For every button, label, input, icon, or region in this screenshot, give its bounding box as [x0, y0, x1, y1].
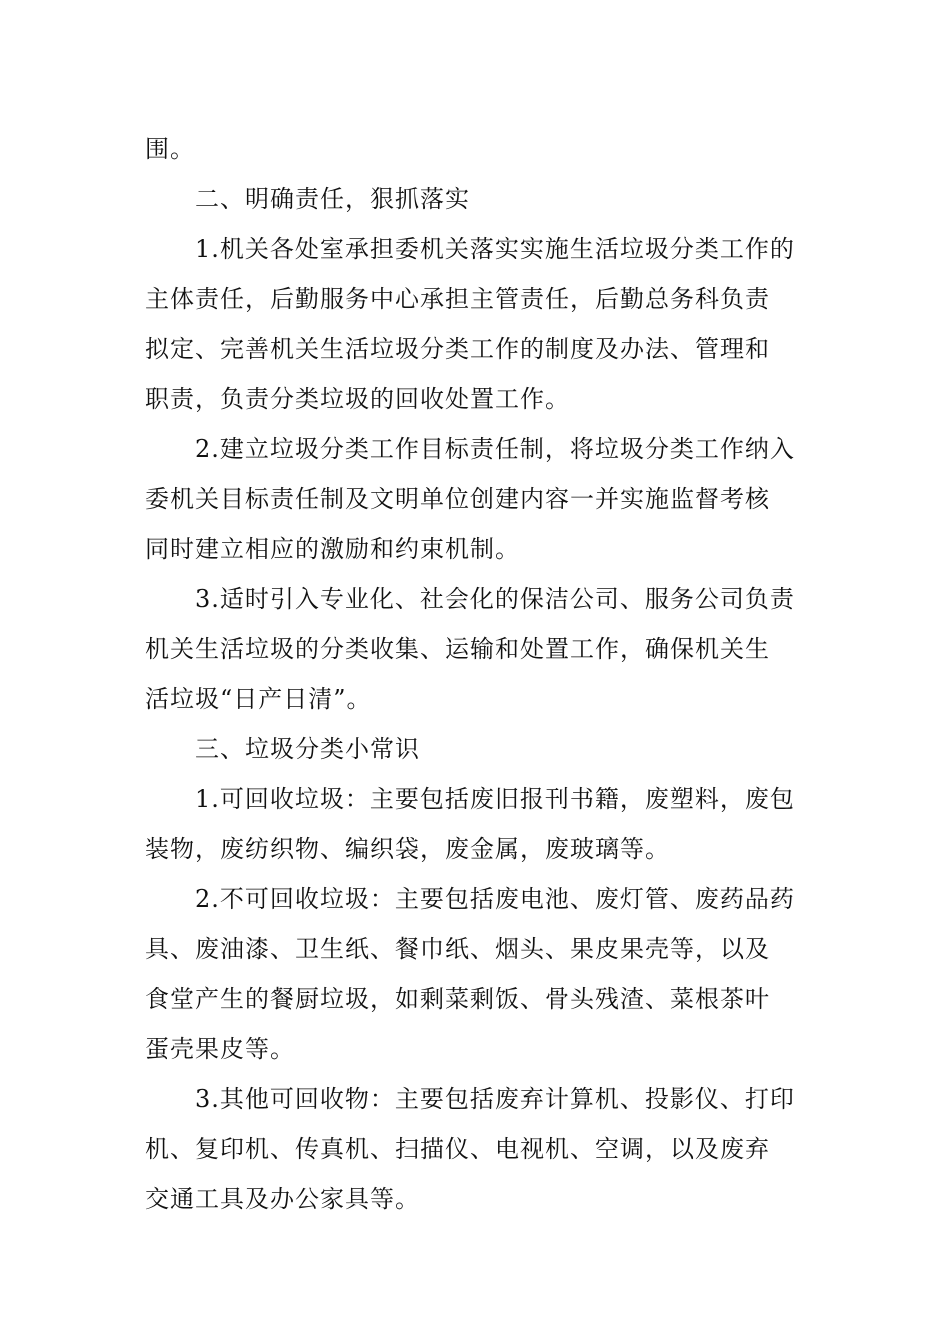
paragraph-2-3-line-2: 机关生活垃圾的分类收集、运输和处置工作，确保机关生 — [145, 635, 770, 663]
paragraph-2-2-line-1: 2.建立垃圾分类工作目标责任制，将垃圾分类工作纳入 — [195, 435, 795, 463]
paragraph-3-2-line-1: 2.不可回收垃圾：主要包括废电池、废灯管、废药品药 — [195, 885, 795, 913]
section-heading-2: 二、明确责任，狠抓落实 — [195, 185, 470, 213]
paragraph-2-1-line-2: 主体责任，后勤服务中心承担主管责任，后勤总务科负责 — [145, 285, 770, 313]
paragraph-3-3-line-3: 交通工具及办公家具等。 — [145, 1185, 420, 1213]
paragraph-2-1-line-4: 职责，负责分类垃圾的回收处置工作。 — [145, 385, 570, 413]
paragraph-2-3-line-1: 3.适时引入专业化、社会化的保洁公司、服务公司负责 — [195, 585, 795, 613]
paragraph-2-2-line-3: 同时建立相应的激励和约束机制。 — [145, 535, 520, 563]
document-body — [145, 124, 807, 1224]
paragraph-2-2-line-2: 委机关目标责任制及文明单位创建内容一并实施监督考核 — [145, 485, 770, 513]
paragraph-2-1-line-3: 拟定、完善机关生活垃圾分类工作的制度及办法、管理和 — [145, 335, 770, 363]
paragraph-3-1-line-1: 1.可回收垃圾：主要包括废旧报刊书籍，废塑料，废包 — [195, 785, 795, 813]
paragraph-3-2-line-3: 食堂产生的餐厨垃圾，如剩菜剩饭、骨头残渣、菜根茶叶 — [145, 985, 770, 1013]
paragraph-3-2-line-4: 蛋壳果皮等。 — [145, 1035, 295, 1063]
paragraph-3-3-line-2: 机、复印机、传真机、扫描仪、电视机、空调，以及废弃 — [145, 1135, 770, 1163]
paragraph-3-1-line-2: 装物，废纺织物、编织袋，废金属，废玻璃等。 — [145, 835, 670, 863]
text-line: 围。 — [145, 135, 195, 163]
paragraph-3-3-line-1: 3.其他可回收物：主要包括废弃计算机、投影仪、打印 — [195, 1085, 795, 1113]
section-heading-3: 三、垃圾分类小常识 — [195, 735, 420, 763]
paragraph-3-2-line-2: 具、废油漆、卫生纸、餐巾纸、烟头、果皮果壳等，以及 — [145, 935, 770, 963]
paragraph-2-1-line-1: 1.机关各处室承担委机关落实实施生活垃圾分类工作的 — [195, 235, 795, 263]
paragraph-2-3-line-3: 活垃圾“日产日清”。 — [145, 685, 372, 713]
